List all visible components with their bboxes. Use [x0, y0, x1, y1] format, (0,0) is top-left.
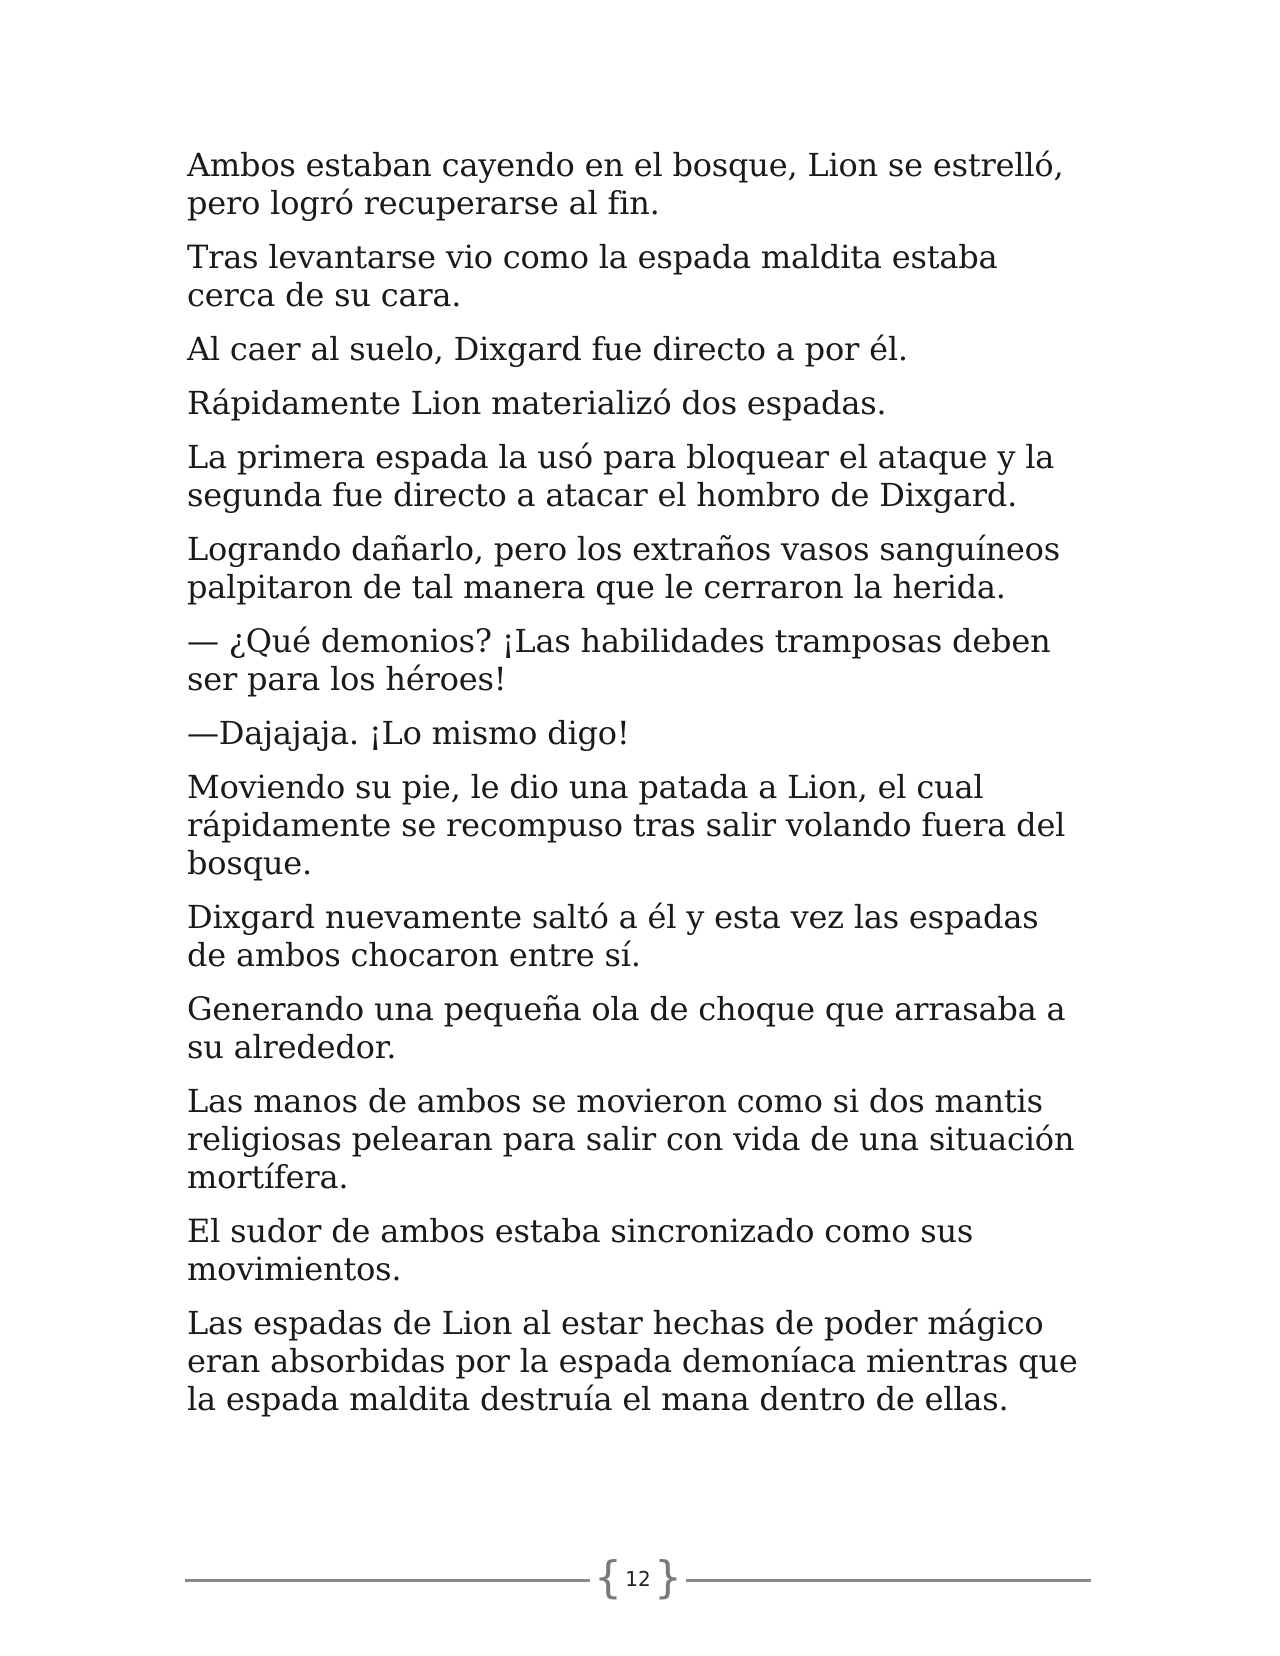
paragraph: La primera espada la usó para bloquear el ataque y la segunda fue directo a atacar el hombro de Dixgard. [187, 438, 1055, 514]
footer-rule-left [185, 1579, 590, 1582]
paragraph: Tras levantarse vio como la espada maldita estaba cerca de su cara. [187, 238, 998, 314]
footer-rule-right [686, 1579, 1091, 1582]
paragraph: El sudor de ambos estaba sincronizado como sus movimientos. [187, 1212, 974, 1288]
paragraph: Ambos estaban cayendo en el bosque, Lion se estrelló, pero logró recuperarse al fin. [187, 146, 1064, 222]
page-body [187, 146, 1087, 1434]
page-footer [185, 1552, 1091, 1604]
dialogue-line: — ¿Qué demonios? ¡Las habilidades tramposas deben ser para los héroes! [187, 622, 1051, 698]
paragraph: Dixgard nuevamente saltó a él y esta vez las espadas de ambos chocaron entre sí. [187, 898, 1039, 974]
paragraph: Logrando dañarlo, pero los extraños vasos sanguíneos palpitaron de tal manera que le cerraron la herida. [187, 530, 1060, 606]
paragraph: Las espadas de Lion al estar hechas de poder mágico eran absorbidas por la espada demoníaca mientras que la espada maldita destruía el mana dentro de ellas. [187, 1304, 1078, 1418]
open-bracket-icon: { [594, 1552, 622, 1603]
paragraph: Al caer al suelo, Dixgard fue directo a por él. [187, 330, 908, 368]
paragraph: Las manos de ambos se movieron como si dos mantis religiosas pelearan para salir con vida de una situación mortífera. [187, 1082, 1075, 1196]
paragraph: Generando una pequeña ola de choque que arrasaba a su alrededor. [187, 990, 1066, 1066]
paragraph: Rápidamente Lion materializó dos espadas. [187, 384, 887, 422]
paragraph: Moviendo su pie, le dio una patada a Lion, el cual rápidamente se recompuso tras salir volando fuera del bosque. [187, 768, 1066, 882]
dialogue-line: —Dajajaja. ¡Lo mismo digo! [187, 714, 630, 752]
close-bracket-icon: } [654, 1552, 682, 1603]
page-number: 12 [625, 1567, 651, 1591]
page-number-frame [590, 1552, 686, 1604]
